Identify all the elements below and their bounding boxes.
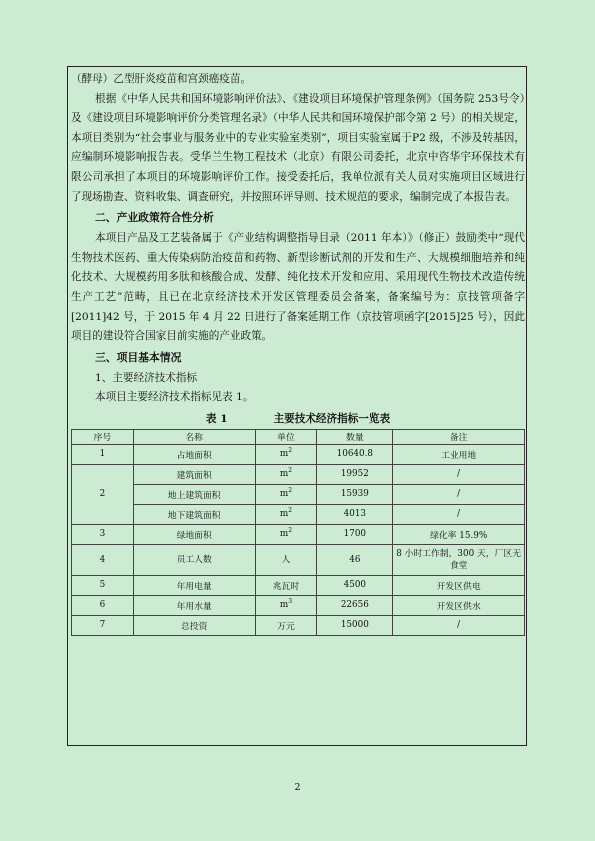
- cell-name: 绿地面积: [133, 524, 255, 544]
- cell-unit: 万元: [255, 615, 317, 635]
- cell-unit: $m^2$: [255, 484, 317, 504]
- cell-note: 绿化率 15.9%: [393, 524, 525, 544]
- cell-name: 员工人数: [133, 544, 255, 575]
- cell-quantity: 4500: [317, 575, 393, 595]
- cell-unit: $m^2$: [255, 444, 317, 464]
- section-heading-industry-policy: 二、产业政策符合性分析: [95, 211, 214, 225]
- cell-no: 6: [72, 595, 134, 615]
- cell-note: 8 小时工作制，300 天，厂区无食堂: [393, 544, 525, 575]
- header-note: 备注: [393, 429, 525, 444]
- cell-no: 4: [72, 544, 134, 575]
- table-row: [72, 615, 525, 635]
- cell-note: 开发区供电: [393, 575, 525, 595]
- cell-quantity: 10640.8: [317, 444, 393, 464]
- table-row: [72, 575, 525, 595]
- cell-note: /: [393, 464, 525, 484]
- table-caption-title: 主要技术经济指标一览表: [273, 412, 391, 425]
- table-row: [72, 595, 525, 615]
- table-caption: [71, 410, 525, 429]
- paragraph-table-ref: 本项目主要经济技术指标见表 1。: [95, 391, 254, 404]
- cell-unit: $m^2$: [255, 524, 317, 544]
- cell-name: 地上建筑面积: [133, 484, 255, 504]
- table-row: [72, 484, 525, 504]
- table-row: [72, 544, 525, 575]
- paragraph-industry-policy: 本项目产品及工艺装备属于《产业结构调整指导目录（2011 年本）》（修正）鼓励类中“现代生物技术医药、重大传染病防治疫苗和药物、新型诊断试剂的开发和生产、大规模细胞培养和纯化技术、大规模药用多肽和核酸合成、发酵、纯化技术开发和应用、采用现代生物技术改造传统生产工艺”范畴，且已在北京经济技术开发区管理委员会备案，备案编号为：京技管项备字[2011]42 号，于 2015 年 4 月 22 日进行了备案延期工作（京技管项函字[2015]25 号），因此项目的建设符合国家目前实施的产业政策。: [71, 232, 525, 343]
- header-unit: 单位: [255, 429, 317, 444]
- section-heading-basic-info: 三、项目基本情况: [95, 350, 182, 364]
- cell-quantity: 46: [317, 544, 393, 575]
- cell-no: 5: [72, 575, 134, 595]
- table-header-row: [72, 429, 525, 444]
- cell-unit: 兆瓦时: [255, 575, 317, 595]
- cell-name: 占地面积: [133, 444, 255, 464]
- header-no: 序号: [72, 429, 134, 444]
- table-row: [72, 464, 525, 484]
- cell-name: 地下建筑面积: [133, 504, 255, 524]
- header-quantity: 数量: [317, 429, 393, 444]
- cell-quantity: 15939: [317, 484, 393, 504]
- cell-note: 开发区供水: [393, 595, 525, 615]
- cell-quantity: 19952: [317, 464, 393, 484]
- cell-note: /: [393, 504, 525, 524]
- table-row: [72, 504, 525, 524]
- cell-name: 年用电量: [133, 575, 255, 595]
- cell-quantity: 1700: [317, 524, 393, 544]
- cell-quantity: 15000: [317, 615, 393, 635]
- cell-quantity: 22656: [317, 595, 393, 615]
- subheading-indicators: 1、主要经济技术指标: [95, 371, 198, 384]
- cell-unit: 人: [255, 544, 317, 575]
- page-number: 2: [294, 782, 301, 793]
- document-body: [71, 70, 525, 636]
- cell-unit: $m^3$: [255, 595, 317, 615]
- table-caption-number: 表 1: [205, 412, 228, 425]
- cell-name: 总投资: [133, 615, 255, 635]
- indicator-table: [71, 429, 525, 636]
- cell-no: 7: [72, 615, 134, 635]
- paragraph-regulations: 根据《中华人民共和国环境影响评价法》、《建设项目环境保护管理条例》（国务院 253号令）及《建设项目环境影响评价分类管理名录》（中华人民共和国环境保护部令第 2 号）的相关规定，本项目类别为“社会事业与服务业中的专业实验室类别”，项目实验室属于P2 级，不涉及转基因，应编制环境影响报告表。受华兰生物工程技术（北京）有限公司委托，北京中咨华宇环保技术有限公司承担了本项目的环境影响评价工作。接受委托后，我单位派有关人员对实施项目区域进行了现场勘查、资料收集、调查研究，并按照环评导则、技术规范的要求，编制完成了本报告表。: [71, 92, 525, 203]
- cell-no: 3: [72, 524, 134, 544]
- cell-note: /: [393, 484, 525, 504]
- cell-name: 年用水量: [133, 595, 255, 615]
- cell-quantity: 4013: [317, 504, 393, 524]
- header-name: 名称: [133, 429, 255, 444]
- cell-note: 工业用地: [393, 444, 525, 464]
- table-row: [72, 444, 525, 464]
- cell-no: 1: [72, 444, 134, 464]
- cell-unit: $m^2$: [255, 464, 317, 484]
- cell-note: /: [393, 615, 525, 635]
- cell-name: 建筑面积: [133, 464, 255, 484]
- paragraph-vaccine-tail: （酵母）乙型肝炎疫苗和宫颈癌疫苗。: [71, 73, 252, 85]
- cell-no: 2: [72, 464, 134, 524]
- table-row: [72, 524, 525, 544]
- cell-unit: $m^2$: [255, 504, 317, 524]
